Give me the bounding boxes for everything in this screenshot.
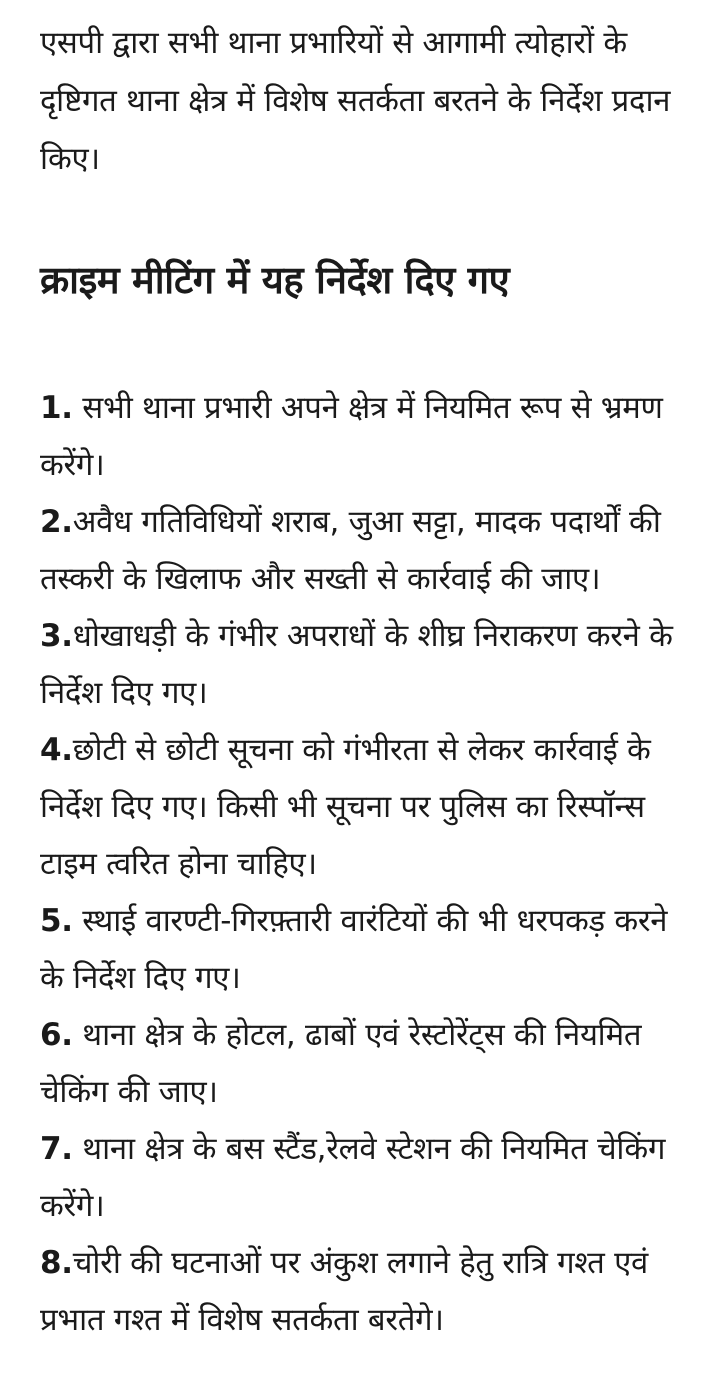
directive-text: चोरी की घटनाओं पर अंकुश लगाने हेतु रात्रि गश्त एवं प्रभात गश्त में विशेष सतर्कता बरतेगे। [40, 1245, 648, 1338]
directive-text: धोखाधड़ी के गंभीर अपराधों के शीघ्र निराकरण करने के निर्देश दिए गए। [40, 618, 673, 711]
directive-text: सभी थाना प्रभारी अपने क्षेत्र में नियमित रूप से भ्रमण करेंगे। [40, 390, 663, 483]
section-heading: क्राइम मीटिंग में यह निर्देश दिए गए [40, 258, 510, 302]
directive-item [40, 608, 696, 722]
directive-number: 5. [40, 903, 73, 939]
directive-item [40, 380, 696, 494]
directive-item [40, 893, 696, 1007]
directive-number: 2. [40, 504, 73, 540]
directive-number: 4. [40, 732, 73, 768]
directive-item [40, 722, 696, 893]
directive-text: अवैध गतिविधियों शराब, जुआ सट्टा, मादक पदार्थों की तस्करी के खिलाफ और सख्ती से कार्रवाई की जाए। [40, 504, 661, 597]
directive-item [40, 1007, 696, 1121]
directive-number: 8. [40, 1245, 73, 1281]
directive-number: 7. [40, 1131, 73, 1167]
directive-list [40, 380, 696, 1349]
directive-number: 1. [40, 390, 73, 426]
directive-item [40, 1235, 696, 1349]
directive-text: थाना क्षेत्र के बस स्टैंड,रेलवे स्टेशन की नियमित चेकिंग करेंगे। [40, 1131, 666, 1224]
directive-text: स्थाई वारण्टी-गिरफ़्तारी वारंटियों की भी धरपकड़ करने के निर्देश दिए गए। [40, 903, 668, 996]
intro-paragraph: एसपी द्वारा सभी थाना प्रभारियों से आगामी त्योहारों के दृष्टिगत थाना क्षेत्र में विशेष सतर्कता बरतने के निर्देश प्रदान किए। [40, 25, 671, 177]
directive-text: छोटी से छोटी सूचना को गंभीरता से लेकर कार्रवाई के निर्देश दिए गए। किसी भी सूचना पर पुलिस का रिस्पॉन्स टाइम त्वरित होना चाहिए। [40, 732, 651, 882]
directive-text: थाना क्षेत्र के होटल, ढाबों एवं रेस्टोरेंट्स की नियमित चेकिंग की जाए। [40, 1017, 642, 1110]
directive-item [40, 1121, 696, 1235]
directive-item [40, 494, 696, 608]
directive-number: 3. [40, 618, 73, 654]
directive-number: 6. [40, 1017, 73, 1053]
